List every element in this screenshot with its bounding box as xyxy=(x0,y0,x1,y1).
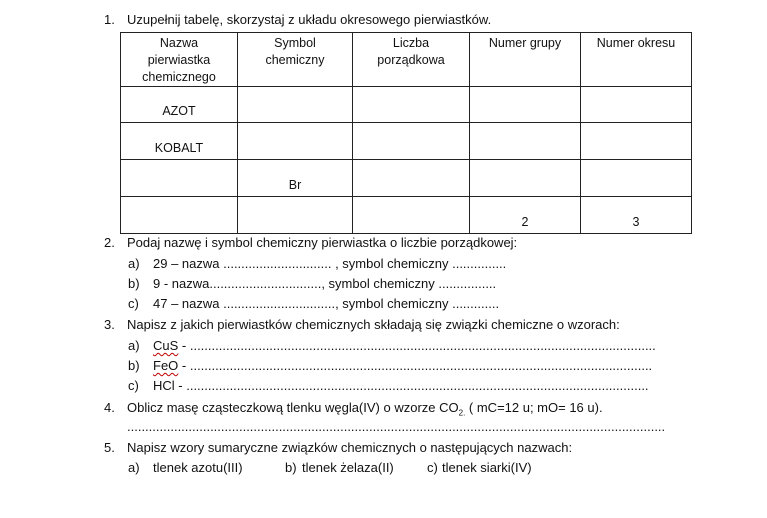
q3-item-c: HCl - ................................................................................................................................ xyxy=(153,378,649,393)
table-cell[interactable] xyxy=(470,87,581,123)
table-row xyxy=(121,160,692,197)
table-header-row xyxy=(121,33,692,87)
formula-feo: FeO xyxy=(153,358,179,373)
q4-number: 4. xyxy=(104,400,115,415)
q5-number: 5. xyxy=(104,440,115,455)
table-cell[interactable] xyxy=(353,197,470,234)
q5-item-b: tlenek żelaza(II) xyxy=(302,460,394,475)
elements-table xyxy=(120,32,692,234)
table-cell[interactable] xyxy=(121,197,238,234)
header-atomic-number: Liczba porządkowa xyxy=(353,33,470,87)
q1-text: Uzupełnij tabelę, skorzystaj z układu okresowego pierwiastków. xyxy=(127,12,492,27)
q3-item-label: b) xyxy=(128,358,140,373)
table-cell[interactable]: Br xyxy=(238,160,353,197)
table-cell[interactable] xyxy=(581,123,692,160)
table-cell[interactable]: AZOT xyxy=(121,87,238,123)
table-cell[interactable] xyxy=(353,123,470,160)
q3-text: Napisz z jakich pierwiastków chemicznych składają się związki chemiczne o wzorach: xyxy=(127,317,620,332)
table-cell[interactable]: KOBALT xyxy=(121,123,238,160)
q2-item-label: a) xyxy=(128,256,140,271)
q2-item-label: c) xyxy=(128,296,139,311)
table-cell[interactable] xyxy=(581,87,692,123)
q4-text: Oblicz masę cząsteczkową tlenku węgla(IV) o wzorze $CO_{2.}$ ( mC=12 u; mO= 16 u). xyxy=(127,400,603,418)
table-cell[interactable] xyxy=(470,123,581,160)
table-cell[interactable] xyxy=(470,160,581,197)
q5-item-label: a) xyxy=(128,460,140,475)
q4-answer-line: ..................................................................................................................................................... xyxy=(127,419,666,434)
q5-item-c: tlenek siarki(IV) xyxy=(442,460,532,475)
q5-text: Napisz wzory sumaryczne związków chemicznych o następujących nazwach: xyxy=(127,440,573,455)
formula-cus: CuS xyxy=(153,338,179,353)
header-period: Numer okresu xyxy=(581,33,692,87)
q5-item-a: tlenek azotu(III) xyxy=(153,460,243,475)
table-cell[interactable] xyxy=(238,87,353,123)
q2-item-a: 29 – nazwa .............................. , symbol chemiczny ............... xyxy=(153,256,507,271)
table-cell[interactable]: 2 xyxy=(470,197,581,234)
table-cell[interactable] xyxy=(238,123,353,160)
header-symbol: Symbol chemiczny xyxy=(238,33,353,87)
header-element-name: Nazwa pierwiastka chemicznego xyxy=(121,33,238,87)
q5-item-label: c) xyxy=(427,460,438,475)
q3-number: 3. xyxy=(104,317,115,332)
q2-number: 2. xyxy=(104,235,115,250)
q3-item-label: c) xyxy=(128,378,139,393)
table-cell[interactable] xyxy=(353,87,470,123)
formula-hcl: HCl xyxy=(153,378,175,393)
q2-item-b: 9 - nazwa..............................., symbol chemiczny ................ xyxy=(153,276,497,291)
table-row xyxy=(121,123,692,160)
q2-item-label: b) xyxy=(128,276,140,291)
table-cell[interactable] xyxy=(121,160,238,197)
q3-item-b: FeO - ................................................................................................................................ xyxy=(153,358,653,373)
table-cell[interactable] xyxy=(353,160,470,197)
table-cell[interactable] xyxy=(581,160,692,197)
table-cell[interactable]: 3 xyxy=(581,197,692,234)
q1-number: 1. xyxy=(104,12,115,27)
header-group: Numer grupy xyxy=(470,33,581,87)
table-cell[interactable] xyxy=(238,197,353,234)
q3-item-label: a) xyxy=(128,338,140,353)
q2-item-c: 47 – nazwa ..............................., symbol chemiczny ............. xyxy=(153,296,500,311)
table-row xyxy=(121,87,692,123)
q2-text: Podaj nazwę i symbol chemiczny pierwiastka o liczbie porządkowej: xyxy=(127,235,518,250)
table-row xyxy=(121,197,692,234)
q3-item-a: CuS - ................................................................................................................................. xyxy=(153,338,656,353)
q5-item-label: b) xyxy=(285,460,297,475)
